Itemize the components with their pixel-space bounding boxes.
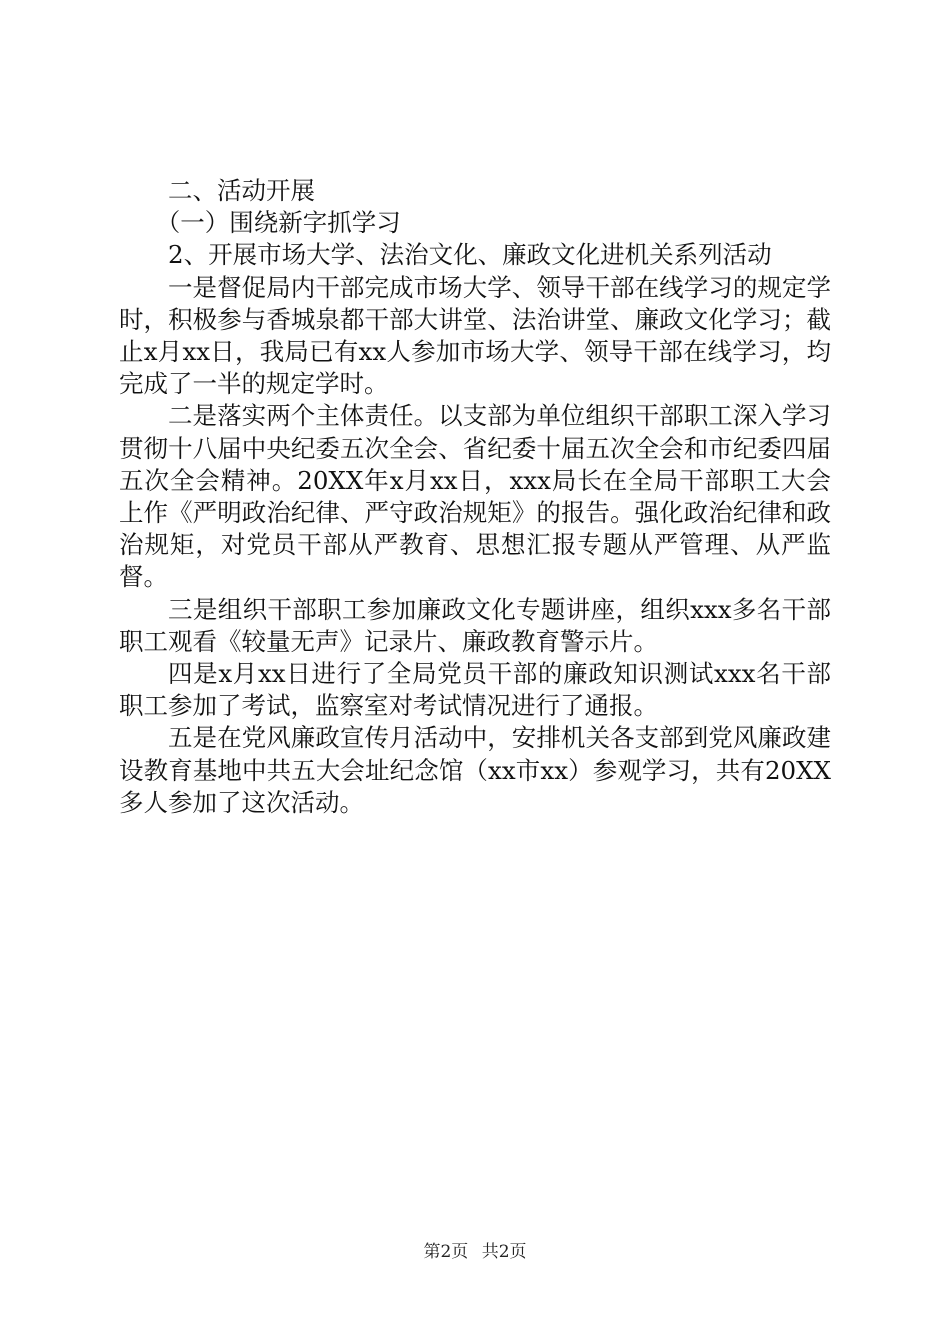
item-heading: 2、开展市场大学、法治文化、廉政文化进机关系列活动 xyxy=(168,240,772,270)
paragraph-5: 五是在党风廉政宣传月活动中，安排机关各支部到党风廉政建设教育基地中共五大会址纪念馆（xx市xx）参观学习，共有20XX多人参加了这次活动。 xyxy=(119,723,831,817)
section-heading: 二、活动开展 xyxy=(168,176,315,205)
page-total: 共2页 xyxy=(481,1242,527,1262)
paragraph-1: 一是督促局内干部完成市场大学、领导干部在线学习的规定学时，积极参与香城泉都干部大讲堂、法治讲堂、廉政文化学习；截止x月xx日，我局已有xx人参加市场大学、领导干部在线学习，均完成了一半的规定学时。 xyxy=(119,272,831,399)
page-footer xyxy=(0,1241,950,1263)
subsection-heading: （一）围绕新字抓学习 xyxy=(155,208,401,238)
paragraph-2: 二是落实两个主体责任。以支部为单位组织干部职工深入学习贯彻十八届中央纪委五次全会、省纪委十届五次全会和市纪委四届五次全会精神。20XX年x月xx日，xxx局长在全局干部职工大会上作《严明政治纪律、严守政治规矩》的报告。强化政治纪律和政治规矩，对党员干部从严教育、思想汇报专题从严管理、从严监督。 xyxy=(119,401,831,592)
document-body xyxy=(119,175,831,819)
paragraph-4: 四是x月xx日进行了全局党员干部的廉政知识测试xxx名干部职工参加了考试，监察室对考试情况进行了通报。 xyxy=(119,659,831,721)
page-number: 第2页 xyxy=(423,1242,469,1262)
paragraph-3: 三是组织干部职工参加廉政文化专题讲座，组织xxx多名干部职工观看《较量无声》记录片、廉政教育警示片。 xyxy=(119,594,831,656)
